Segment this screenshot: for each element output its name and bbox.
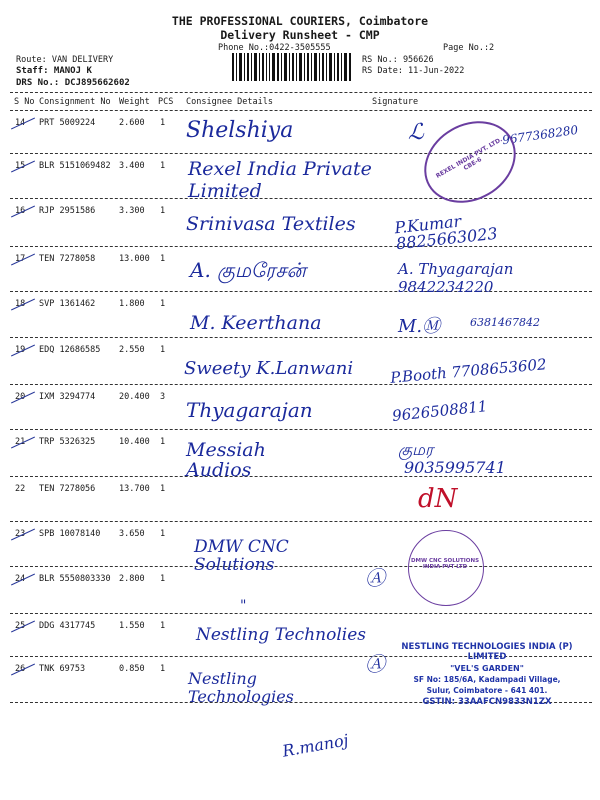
row-pcs: 1 xyxy=(160,345,166,355)
row-divider xyxy=(10,429,592,430)
row-weight: 1.550 xyxy=(119,621,145,631)
row-weight: 3.650 xyxy=(119,529,145,539)
consignee-handwriting: M. Keerthana xyxy=(190,312,322,334)
signature-mark: ℒ xyxy=(408,120,424,145)
row-consignment-no: TNK 69753 xyxy=(39,664,86,674)
col-signature: Signature xyxy=(372,97,419,107)
row-sno: 26 xyxy=(15,664,26,674)
consignee-handwriting: Rexel India Private Limited xyxy=(188,158,372,202)
ditto-mark: " xyxy=(240,598,247,614)
row-consignment-no: IXM 3294774 xyxy=(39,392,96,402)
rexel-stamp-text: REXEL INDIA PVT. LTD. CBE-6 xyxy=(434,136,504,180)
signature-mark: குமர xyxy=(398,440,434,459)
signature-handwriting: 9626508811 xyxy=(391,397,489,425)
row-sno: 15 xyxy=(15,161,26,171)
nestling-stamp-address: Sulur, Coimbatore - 641 401. xyxy=(426,686,548,695)
signature-handwriting: A. Thyagarajan 9842234220 xyxy=(398,260,514,296)
row-consignment-no: TRP 5326325 xyxy=(39,437,96,447)
signature-handwriting: P.Kumar 8825663023 xyxy=(393,211,499,254)
row-divider xyxy=(10,246,592,247)
row-pcs: 1 xyxy=(160,574,166,584)
nestling-stamp-gstin: GSTIN: 33AAFCN9833N1ZX xyxy=(422,697,552,707)
row-consignment-no: TEN 7278058 xyxy=(39,254,96,264)
row-sno: 23 xyxy=(15,529,26,539)
row-sno: 17 xyxy=(15,254,26,264)
company-title: THE PROFESSIONAL COURIERS, Coimbatore xyxy=(171,14,429,28)
consignee-handwriting: Sweety K.Lanwani xyxy=(184,358,354,379)
consignee-handwriting: Nestling Technologies xyxy=(188,669,294,706)
row-sno: 16 xyxy=(15,206,26,216)
row-sno: 18 xyxy=(15,299,26,309)
row-consignment-no: BLR 5550803330 xyxy=(39,574,111,584)
receiver-signature: R.manoj xyxy=(280,730,350,761)
row-weight: 0.850 xyxy=(119,664,145,674)
signature-phone: 6381467842 xyxy=(470,316,540,329)
row-pcs: 1 xyxy=(160,206,166,216)
col-pcs: PCS xyxy=(158,97,174,107)
consignee-handwriting: DMW CNC Solutions xyxy=(194,537,289,575)
row-weight: 2.550 xyxy=(119,345,145,355)
col-consignee: Consignee Details xyxy=(186,97,273,107)
row-pcs: 1 xyxy=(160,529,166,539)
row-weight: 13.000 xyxy=(119,254,150,264)
row-sno: 25 xyxy=(15,621,26,631)
row-pcs: 1 xyxy=(160,299,166,309)
drs-number: DRS No.: DCJ895662602 xyxy=(16,78,130,88)
signature-phone: 9035995741 xyxy=(404,458,506,477)
nestling-stamp-address: SF No: 185/6A, Kadampadi Village, xyxy=(413,675,561,684)
nestling-stamp-house: "VEL'S GARDEN" xyxy=(450,664,524,673)
row-pcs: 1 xyxy=(160,664,166,674)
row-weight: 10.400 xyxy=(119,437,150,447)
row-consignment-no: SPB 10078140 xyxy=(39,529,101,539)
row-sno: 21 xyxy=(15,437,26,447)
route: Route: VAN DELIVERY xyxy=(16,55,114,65)
divider xyxy=(10,92,592,93)
consignee-handwriting: Thyagarajan xyxy=(186,398,313,422)
nestling-stamp xyxy=(382,642,592,707)
signature-phone: 9677368280 xyxy=(501,122,579,148)
consignee-handwriting: A. குமரேசன் xyxy=(190,258,306,282)
signature-mark: Ⓐ xyxy=(365,566,385,590)
row-pcs: 1 xyxy=(160,161,166,171)
row-pcs: 3 xyxy=(160,392,166,402)
row-divider xyxy=(10,384,592,385)
row-weight: 3.400 xyxy=(119,161,145,171)
divider xyxy=(10,110,592,111)
row-consignment-no: TEN 7278056 xyxy=(39,484,96,494)
row-divider xyxy=(10,521,592,522)
rs-number: RS No.: 956626 xyxy=(362,55,434,65)
consignee-handwriting: Messiah Audios xyxy=(186,439,266,481)
rs-date: RS Date: 11-Jun-2022 xyxy=(362,66,465,76)
row-weight: 2.600 xyxy=(119,118,145,128)
row-sno: 20 xyxy=(15,392,26,402)
consignee-handwriting: Srinivasa Textiles xyxy=(186,213,356,235)
col-weight: Weight xyxy=(119,97,150,107)
row-sno: 24 xyxy=(15,574,26,584)
nestling-stamp-name: NESTLING TECHNOLOGIES INDIA (P) LIMITED xyxy=(401,642,573,662)
row-consignment-no: EDQ 12686585 xyxy=(39,345,101,355)
row-sno: 14 xyxy=(15,118,26,128)
consignee-handwriting: Shelshiya xyxy=(186,118,294,143)
row-weight: 3.300 xyxy=(119,206,145,216)
document-title: Delivery Runsheet - CMP xyxy=(220,28,380,42)
row-pcs: 1 xyxy=(160,484,166,494)
row-consignment-no: PRT 5009224 xyxy=(39,118,96,128)
barcode xyxy=(232,53,352,81)
col-consignment: Consignment No xyxy=(39,97,111,107)
signature-mark: Ⓐ xyxy=(365,652,385,676)
row-weight: 1.800 xyxy=(119,299,145,309)
row-sno: 19 xyxy=(15,345,26,355)
row-consignment-no: SVP 1361462 xyxy=(39,299,96,309)
row-divider xyxy=(10,613,592,614)
col-sno: S No xyxy=(14,97,35,107)
dmw-stamp-text: DMW CNC SOLUTIONS INDIA PVT LTD xyxy=(410,558,480,570)
row-sno: 22 xyxy=(15,484,26,494)
phone-number: Phone No.:0422-3505555 xyxy=(218,43,331,53)
signature-handwriting: P.Booth 7708653602 xyxy=(389,355,548,387)
page-number: Page No.:2 xyxy=(443,43,495,53)
row-weight: 13.700 xyxy=(119,484,150,494)
row-consignment-no: DDG 4317745 xyxy=(39,621,96,631)
signature-mark: M.Ⓜ xyxy=(398,316,441,337)
consignee-handwriting: Nestling Technolies xyxy=(196,625,366,645)
red-mark: dN xyxy=(418,484,458,514)
row-pcs: 1 xyxy=(160,254,166,264)
row-divider xyxy=(10,337,592,338)
row-weight: 2.800 xyxy=(119,574,145,584)
row-pcs: 1 xyxy=(160,118,166,128)
row-consignment-no: RJP 2951586 xyxy=(39,206,96,216)
staff: Staff: MANOJ K xyxy=(16,66,92,76)
row-weight: 20.400 xyxy=(119,392,150,402)
row-pcs: 1 xyxy=(160,437,166,447)
row-pcs: 1 xyxy=(160,621,166,631)
row-consignment-no: BLR 5151069482 xyxy=(39,161,111,171)
